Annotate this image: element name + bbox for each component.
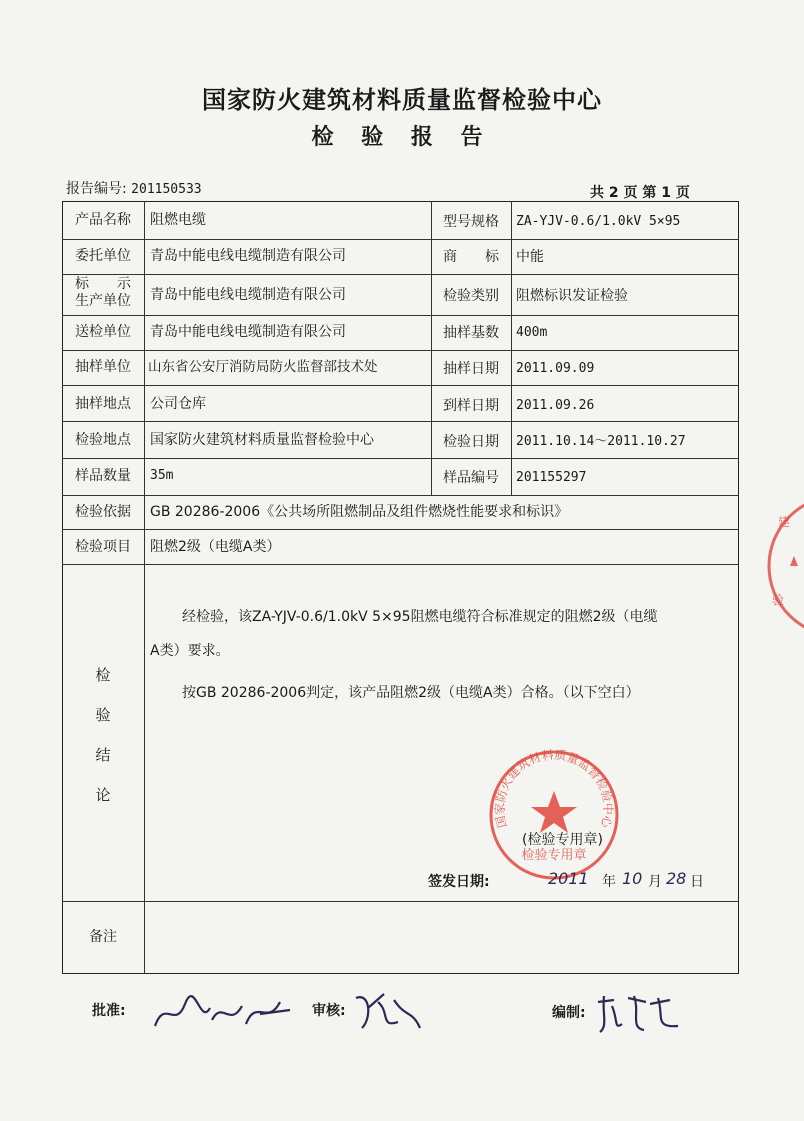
manufacturer-value: 青岛中能电线电缆制造有限公司: [150, 287, 346, 303]
sample-base-value: 400m: [516, 325, 548, 340]
brand-label: 商 标: [443, 249, 499, 265]
test-place-value: 国家防火建筑材料质量监督检验中心: [150, 432, 374, 448]
row-divider: [62, 529, 739, 530]
sampling-date-label: 抽样日期: [443, 361, 499, 377]
manufacturer-label-line1: 标 示: [75, 276, 131, 292]
submitter-label: 送检单位: [75, 324, 131, 340]
sampling-date-value: 2011.09.09: [516, 361, 595, 376]
doc-title: 检 验 报 告: [311, 125, 493, 150]
model-label: 型号规格: [443, 214, 499, 230]
arrival-date-value: 2011.09.26: [516, 398, 595, 413]
sample-qty-value: 35m: [150, 468, 174, 483]
report-number-value: 201150533: [131, 182, 202, 197]
report-number: [66, 178, 202, 198]
row-divider: [62, 458, 739, 459]
sample-qty-label: 样品数量: [75, 468, 131, 484]
svg-text:验: 验: [772, 593, 785, 607]
test-type-value: 阻燃标识发证检验: [516, 288, 628, 304]
org-title: 国家防火建筑材料质量监督检验中心: [202, 86, 602, 114]
report-number-label: 报告编号:: [66, 181, 127, 197]
arrival-date-label: 到样日期: [443, 398, 499, 414]
row-divider: [62, 239, 739, 240]
review-label: 审核:: [312, 1003, 346, 1019]
test-date-label: 检验日期: [443, 434, 499, 450]
sampling-place-value: 公司仓库: [150, 396, 206, 412]
conclusion-para2: 按GB 20286-2006判定，该产品阻燃2级（电缆A类）合格。（以下空白）: [182, 685, 640, 701]
sample-no-label: 样品编号: [443, 470, 499, 486]
client-label: 委托单位: [75, 248, 131, 264]
issue-month-unit: 月: [648, 874, 662, 890]
row-divider: [62, 315, 739, 316]
test-place-label: 检验地点: [75, 432, 131, 448]
svg-text:检验专用章: 检验专用章: [521, 848, 587, 863]
page-info: 共 2 页 第 1 页: [590, 185, 690, 201]
conclusion-label-char: 结: [95, 746, 111, 764]
row-divider: [62, 274, 739, 275]
official-seal-stamp: [484, 745, 624, 885]
compile-label: 编制:: [552, 1005, 586, 1021]
row-divider: [62, 350, 739, 351]
conclusion-para1-line1: 经检验，该ZA-YJV-0.6/1.0kV 5×95阻燃电缆符合标准规定的阻燃2级（电缆: [182, 609, 658, 625]
issue-day-unit: 日: [690, 874, 704, 890]
submitter-value: 青岛中能电线电缆制造有限公司: [150, 324, 346, 340]
manufacturer-label: [62, 276, 144, 310]
row-divider: [62, 901, 739, 902]
stamp-note: (检验专用章): [522, 832, 603, 848]
client-value: 青岛中能电线电缆制造有限公司: [150, 248, 346, 264]
issue-date-label: 签发日期:: [428, 874, 490, 890]
sampler-value: 山东省公安厅消防局防火监督部技术处: [148, 359, 378, 375]
brand-value: 中能: [516, 249, 544, 265]
manufacturer-label-line2: 生产单位: [75, 293, 131, 309]
col-divider: [144, 201, 145, 974]
conclusion-label-char: 论: [95, 786, 111, 804]
issue-year: 2011: [548, 869, 589, 888]
test-date-value: 2011.10.14～2011.10.27: [516, 434, 686, 449]
product-name-value: 阻燃电缆: [150, 212, 206, 228]
basis-label: 检验依据: [75, 504, 131, 520]
col-divider: [511, 201, 512, 495]
items-label: 检验项目: [75, 539, 131, 555]
compile-signature: [594, 990, 690, 1036]
row-divider: [62, 385, 739, 386]
svg-text:国家防火建筑材料质量监督检验中心: 国家防火建筑材料质量监督检验中心: [492, 747, 616, 830]
issue-month: 10: [622, 869, 643, 888]
sampling-place-label: 抽样地点: [75, 396, 131, 412]
product-name-label: 产品名称: [75, 212, 131, 228]
issue-year-unit: 年: [602, 874, 616, 890]
sample-no-value: 201155297: [516, 470, 587, 485]
remarks-label: 备注: [89, 929, 117, 945]
svg-text:建: 建: [778, 515, 791, 529]
row-divider: [62, 564, 739, 565]
items-value: 阻燃2级（电缆A类）: [150, 539, 281, 555]
row-divider: [62, 421, 739, 422]
conclusion-label-char: 验: [95, 706, 111, 724]
report-table: [62, 201, 739, 974]
conclusion-para1-line2: A类）要求。: [150, 643, 230, 659]
row-divider: [62, 495, 739, 496]
sampler-label: 抽样单位: [75, 359, 131, 375]
approve-label: 批准:: [92, 1003, 126, 1019]
approve-signature: [150, 990, 300, 1036]
review-signature: [350, 988, 430, 1036]
sample-base-label: 抽样基数: [443, 325, 499, 341]
edge-seal-stamp: [764, 486, 804, 646]
model-value: ZA-YJV-0.6/1.0kV 5×95: [516, 214, 681, 229]
test-type-label: 检验类别: [443, 288, 499, 304]
basis-value: GB 20286-2006《公共场所阻燃制品及组件燃烧性能要求和标识》: [150, 504, 569, 520]
conclusion-label-char: 检: [95, 666, 111, 684]
issue-day: 28: [666, 869, 687, 888]
